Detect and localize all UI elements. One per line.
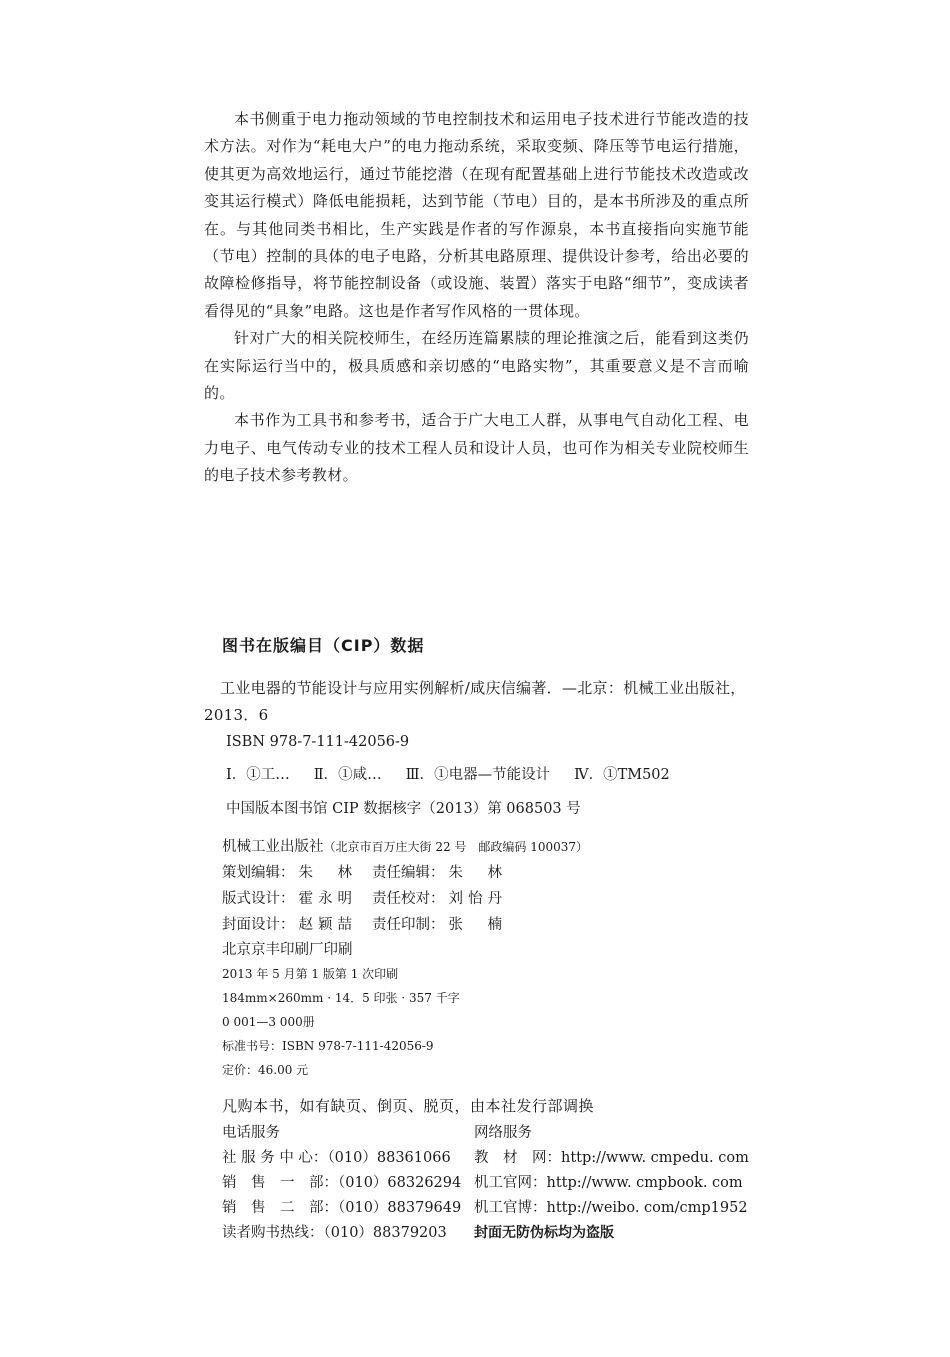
staff-role: 责任编辑： bbox=[372, 865, 445, 881]
anti-counterfeit-notice: 封面无防伪标均为盗版 bbox=[474, 1224, 614, 1241]
service-row bbox=[222, 1169, 749, 1194]
service-row bbox=[222, 1219, 749, 1244]
staff-row bbox=[222, 914, 762, 936]
staff-role: 封面设计： bbox=[222, 917, 295, 933]
printer: 北京京丰印刷厂印刷 bbox=[222, 942, 353, 958]
format: 184mm×260mm · 14．5 印张 · 357 千字 bbox=[222, 991, 460, 1005]
publisher-address: （北京市百万庄大街 22 号 邮政编码 100037） bbox=[323, 840, 589, 854]
cip-isbn: ISBN 978-7-111-42056-9 bbox=[226, 734, 410, 750]
intro-paragraph: 本书作为工具书和参考书，适合于广大电工人群，从事电气自动化工程、电力电子、电气传动专业的技术工程人员和设计人员，也可作为相关专业院校师生的电子技术参考教材。 bbox=[204, 411, 749, 485]
staff-name: 刘怡丹 bbox=[448, 891, 507, 907]
service-table bbox=[222, 1119, 749, 1244]
web-label: 机工官博： bbox=[474, 1200, 547, 1216]
staff-role: 版式设计： bbox=[222, 891, 295, 907]
staff-row bbox=[222, 862, 762, 884]
web-url: http://weibo. com/cmp1952 bbox=[546, 1200, 748, 1216]
cip-record-number: 中国版本图书馆 CIP 数据核字（2013）第 068503 号 bbox=[226, 801, 581, 817]
web-label: 机工官网： bbox=[474, 1175, 547, 1191]
phone-label: 销 售 一 部： bbox=[222, 1175, 338, 1191]
phone-number: （010）88361066 bbox=[327, 1150, 451, 1166]
web-url: http://www. cmpbook. com bbox=[546, 1175, 743, 1191]
cip-class-item: Ⅲ．①电器—节能设计 bbox=[405, 767, 551, 783]
intro-paragraph: 本书侧重于电力拖动领域的节电控制技术和运用电子技术进行节能改造的技术方法。对作为“耗电大户”的电力拖动系统，采取变频、降压等节电运行措施，使其更为高效地运行，通过节能挖潜（在现有配置基础上进行节能技术改造或改变其运行模式）降低电能损耗，达到节能（节电）目的，是本书所涉及的重点所在。与其他同类书相比，生产实践是作者的写作源泉，本书直接指向实施节能（节电）控制的具体的电子电路，分析其电路原理、提供设计参考，给出必要的故障检修指导，将节能控制设备（或设施、装置）落实于电路“细节”，变成读者看得见的“具象”电路。这也是作者写作风格的一贯体现。 bbox=[204, 110, 749, 320]
book-introduction bbox=[204, 106, 749, 490]
publisher-line bbox=[222, 836, 762, 858]
cip-title: 图书在版编目（CIP）数据 bbox=[222, 636, 425, 655]
staff-name: 张 楠 bbox=[448, 917, 507, 933]
service-header-row bbox=[222, 1119, 749, 1144]
cip-class-item: Ⅳ．①TM502 bbox=[574, 767, 670, 783]
staff-name: 朱 林 bbox=[298, 865, 357, 881]
cip-data bbox=[204, 675, 749, 820]
cip-class-item: Ⅰ．①工… bbox=[226, 767, 290, 783]
intro-paragraph: 针对广大的相关院校师生，在经历连篇累牍的理论推演之后，能看到这类仍在实际运行当中的，极具质感和亲切感的“电路实物”，其重要意义是不言而喻的。 bbox=[204, 329, 749, 403]
web-label: 教 材 网： bbox=[474, 1150, 561, 1166]
copies: 0 001—3 000册 bbox=[222, 1015, 315, 1029]
cip-entry: 工业电器的节能设计与应用实例解析/咸庆信编著．—北京：机械工业出版社，2013．6 bbox=[204, 679, 746, 724]
phone-number: （010）88379649 bbox=[338, 1200, 462, 1216]
phone-label: 销 售 二 部： bbox=[222, 1200, 338, 1216]
staff-name: 霍永明 bbox=[298, 891, 357, 907]
staff-row bbox=[222, 888, 762, 910]
price: 定价：46.00 元 bbox=[222, 1063, 309, 1077]
staff-name: 赵颖喆 bbox=[298, 917, 357, 933]
staff-role: 责任校对： bbox=[372, 891, 445, 907]
web-service-header: 网络服务 bbox=[474, 1125, 532, 1141]
web-url: http://www. cmpedu. com bbox=[561, 1150, 749, 1166]
publisher-info bbox=[222, 836, 762, 1082]
cip-classification bbox=[204, 764, 749, 786]
staff-name: 朱 林 bbox=[448, 865, 507, 881]
cip-class-item: Ⅱ．①咸… bbox=[313, 767, 382, 783]
publisher-name: 机械工业出版社 bbox=[222, 839, 324, 855]
phone-number: （010）68326294 bbox=[338, 1175, 462, 1191]
edition: 2013 年 5 月第 1 版第 1 次印刷 bbox=[222, 967, 399, 981]
service-info bbox=[222, 1094, 762, 1244]
staff-role: 策划编辑： bbox=[222, 865, 295, 881]
service-row bbox=[222, 1144, 749, 1169]
phone-number: （010）88379203 bbox=[323, 1225, 447, 1241]
replacement-notice: 凡购本书，如有缺页、倒页、脱页，由本社发行部调换 bbox=[222, 1097, 595, 1115]
service-row bbox=[222, 1194, 749, 1219]
staff-role: 责任印制： bbox=[372, 917, 445, 933]
standard-number: 标准书号：ISBN 978-7-111-42056-9 bbox=[222, 1039, 434, 1053]
phone-label: 社 服 务 中 心： bbox=[222, 1150, 328, 1166]
phone-service-header: 电话服务 bbox=[222, 1125, 280, 1141]
phone-label: 读者购书热线： bbox=[222, 1225, 324, 1241]
